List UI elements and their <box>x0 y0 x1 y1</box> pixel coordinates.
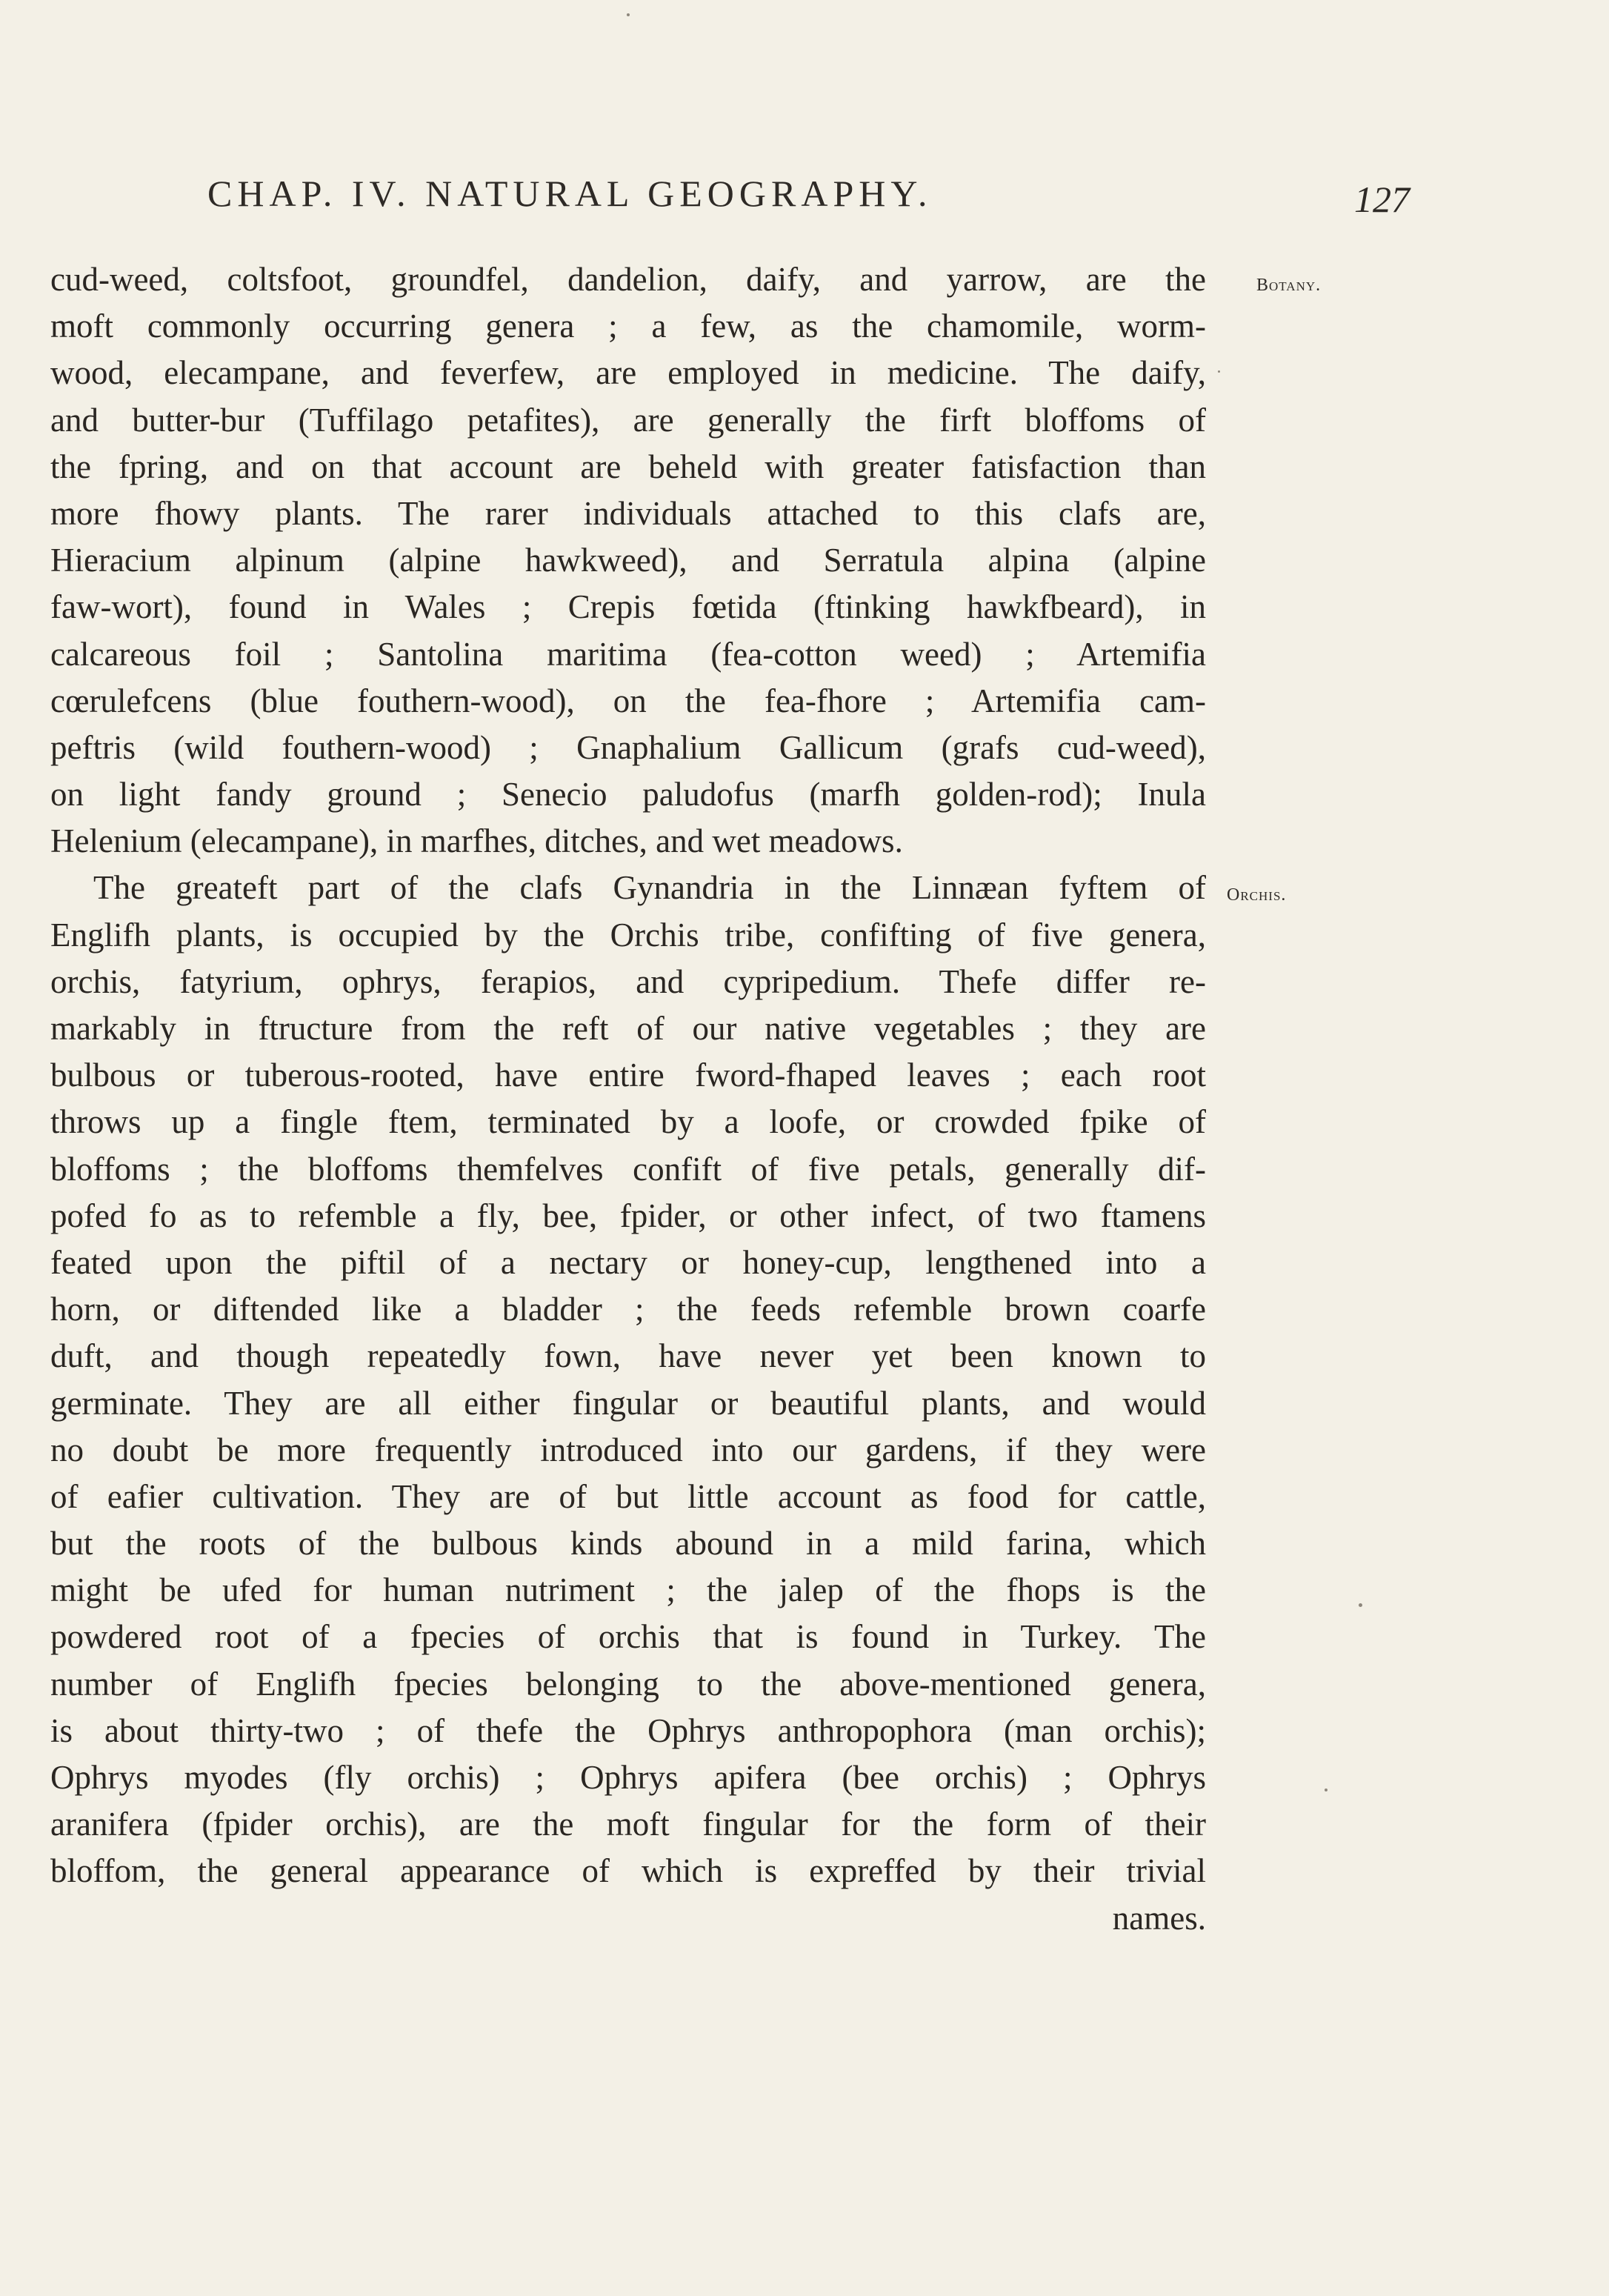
text-line: bulbous or tuberous-rooted, have entire fword-fhaped leaves ; each root <box>50 1057 1206 1094</box>
text-line: wood, elecampane, and feverfew, are employed in medicine. The daify, <box>50 354 1206 392</box>
text-line: Hieracium alpinum (alpine hawkweed), and Serratula alpina (alpine <box>50 542 1206 579</box>
text-line: faw-wort), found in Wales ; Crepis fœtida (ftinking hawkfbeard), in <box>50 588 1206 626</box>
text-line: markably in ftructure from the reft of our native vegetables ; they are <box>50 1010 1206 1047</box>
text-line: more fhowy plants. The rarer individuals attached to this clafs are, <box>50 494 1206 532</box>
text-line: peftris (wild fouthern-wood) ; Gnaphalium Gallicum (grafs cud-weed), <box>50 728 1206 766</box>
text-line: powdered root of a fpecies of orchis that is found in Turkey. The <box>50 1618 1206 1656</box>
paper-speck <box>627 13 630 16</box>
text-line: but the roots of the bulbous kinds abound in a mild farina, which <box>50 1525 1206 1563</box>
paragraph-first-line: The greateft part of the clafs Gynandria in the Linnæan fyftem of <box>93 869 1206 907</box>
text-line: orchis, fatyrium, ophrys, ferapios, and cypripedium. Thefe differ re- <box>50 962 1206 1000</box>
text-line: Helenium (elecampane), in marfhes, ditches, and wet meadows. <box>50 822 903 860</box>
text-line: duft, and though repeatedly fown, have never yet been known to <box>50 1337 1206 1375</box>
marginal-note-orchis: Orchis. <box>1227 885 1287 905</box>
text-line: and butter-bur (Tuffilago petafites), are generally the firft bloffoms of <box>50 401 1206 439</box>
text-line: cud-weed, coltsfoot, groundfel, dandelion, daify, and yarrow, are the <box>50 261 1206 298</box>
text-line: no doubt be more frequently introduced into our gardens, if they were <box>50 1431 1206 1468</box>
text-line: calcareous foil ; Santolina maritima (fea-cotton weed) ; Artemifia <box>50 635 1206 673</box>
body-text <box>50 256 1206 1942</box>
text-line: Englifh plants, is occupied by the Orchis tribe, confifting of five genera, <box>50 916 1206 954</box>
text-line: aranifera (fpider orchis), are the moft fingular for the form of their <box>50 1806 1206 1843</box>
paper-speck <box>1325 1788 1327 1791</box>
text-line: moft commonly occurring genera ; a few, as the chamomile, worm- <box>50 307 1206 345</box>
text-line: of eafier cultivation. They are of but little account as food for cattle, <box>50 1477 1206 1515</box>
text-line: germinate. They are all either fingular or beautiful plants, and would <box>50 1384 1206 1422</box>
running-head: CHAP. IV. NATURAL GEOGRAPHY. <box>207 173 933 214</box>
text-line: bloffoms ; the bloffoms themfelves confift of five petals, generally dif- <box>50 1150 1206 1188</box>
text-line: might be ufed for human nutriment ; the jalep of the fhops is the <box>50 1571 1206 1609</box>
text-line: feated upon the piftil of a nectary or honey-cup, lengthened into a <box>50 1243 1206 1281</box>
text-line: number of Englifh fpecies belonging to the above-mentioned genera, <box>50 1665 1206 1703</box>
page-number: 127 <box>1354 179 1410 220</box>
text-line: the fpring, and on that account are beheld with greater fatisfaction than <box>50 447 1206 485</box>
paper-speck <box>1359 1603 1362 1607</box>
catchword-line: names. <box>1112 1899 1206 1937</box>
text-line: bloffom, the general appearance of which is expreffed by their trivial <box>50 1852 1206 1890</box>
text-line: cœrulefcens (blue fouthern-wood), on the fea-fhore ; Artemifia cam- <box>50 682 1206 719</box>
text-line: horn, or diftended like a bladder ; the feeds refemble brown coarfe <box>50 1291 1206 1328</box>
paper-speck <box>1218 370 1220 373</box>
text-line: on light fandy ground ; Senecio paludofus (marfh golden-rod); Inula <box>50 776 1206 813</box>
marginal-note-botany: Botany. <box>1256 276 1322 295</box>
text-line: pofed fo as to refemble a fly, bee, fpider, or other infect, of two ftamens <box>50 1197 1206 1234</box>
text-line: Ophrys myodes (fly orchis) ; Ophrys apifera (bee orchis) ; Ophrys <box>50 1759 1206 1796</box>
text-line: throws up a fingle ftem, terminated by a loofe, or crowded fpike of <box>50 1103 1206 1141</box>
text-line: is about thirty-two ; of thefe the Ophrys anthropophora (man orchis); <box>50 1711 1206 1749</box>
